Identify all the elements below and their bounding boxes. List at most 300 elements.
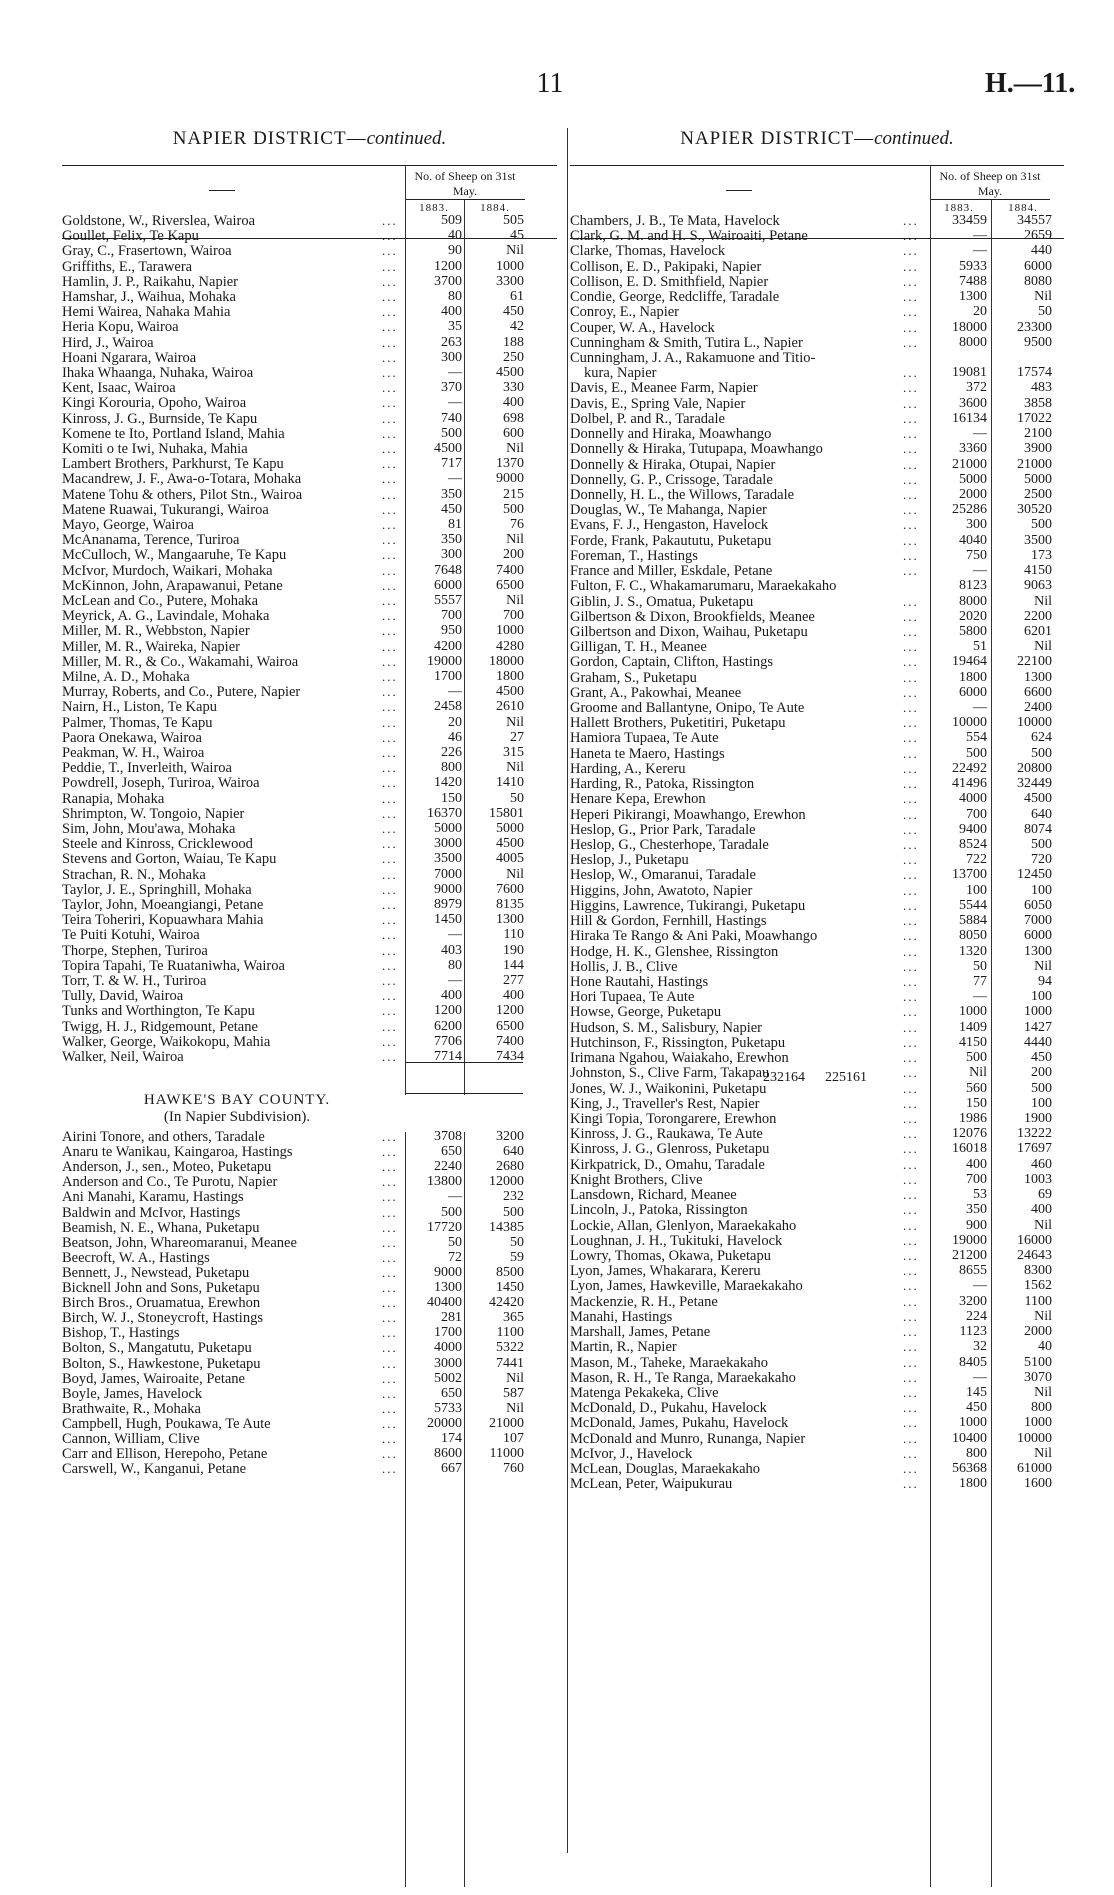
sheep-count-1884: 100 [1031, 1095, 1052, 1111]
sheep-count-1884: 400 [503, 988, 524, 1004]
sheep-count-1884: 42 [510, 319, 524, 335]
owner-station: Peakman, W. H., Wairoa [62, 745, 205, 761]
sheep-count-1884: 5322 [496, 1340, 524, 1356]
sheep-count-1883: 41496 [952, 776, 987, 792]
section-title: HAWKE'S BAY COUNTY. [143, 1092, 331, 1108]
sheep-count-1883: 150 [966, 1095, 987, 1111]
leader-dots: ... [382, 1033, 398, 1049]
owner-station: Steele and Kinross, Cricklewood [62, 836, 253, 853]
owner-station: Johnston, S., Clive Farm, Takapau [570, 1065, 770, 1082]
sheep-count-1883: 500 [441, 1204, 462, 1220]
owner-station: Matenga Pekakeka, Clive [570, 1384, 719, 1401]
sheep-count-1884: 173 [1031, 547, 1052, 563]
leader-dots: ... [382, 577, 398, 593]
leader-dots: ... [382, 745, 398, 760]
owner-station: Heslop, G., Chesterhope, Taradale [570, 837, 769, 854]
sheep-count-1884: Nil [506, 243, 524, 259]
owner-station: Douglas, W., Te Mahanga, Napier [570, 502, 767, 519]
sheep-count-1883: 1420 [434, 775, 462, 791]
sheep-count-1883: 350 [441, 532, 462, 548]
sheep-count-1883: 32 [973, 1339, 987, 1355]
owner-station: Gordon, Captain, Clifton, Hastings [570, 654, 773, 671]
leader-dots: ... [382, 1003, 398, 1019]
leader-dots: ... [382, 866, 398, 882]
sheep-count-1883: 1450 [434, 912, 462, 928]
sheep-count-1883: 8524 [959, 837, 987, 853]
leader-dots: ... [903, 1019, 919, 1035]
leader-dots: ... [903, 1004, 919, 1020]
sheep-count-1884: Nil [1034, 1445, 1052, 1461]
sheep-count-1883: 800 [441, 760, 462, 776]
sheep-count-1883: 450 [966, 1400, 987, 1416]
sheep-count-1884: 6000 [1024, 928, 1052, 944]
sheep-count-1884: 3070 [1024, 1369, 1052, 1385]
leader-dots: ... [903, 547, 919, 563]
left-sheep-header: No. of Sheep on 31st May. [405, 169, 525, 200]
sheep-count-1883: 19081 [952, 365, 987, 381]
sheep-count-1884: 440 [1031, 243, 1052, 259]
sheep-count-1883: — [973, 1278, 987, 1294]
sheep-count-1884: 3858 [1024, 395, 1052, 411]
sheep-count-1884: Nil [506, 1400, 524, 1416]
owner-station: McDonald, D., Pukahu, Havelock [570, 1400, 767, 1417]
sheep-count-1884: 3300 [496, 273, 524, 289]
sheep-count-1884: 9000 [496, 471, 524, 487]
right-heading-prefix: NAPIER DISTRICT— [680, 128, 875, 149]
sheep-count-1884: 12000 [489, 1174, 524, 1190]
sheep-count-1883: 22492 [952, 760, 987, 776]
owner-station: Manahi, Hastings [570, 1308, 673, 1325]
leader-dots: ... [903, 958, 919, 974]
leader-dots: ... [382, 1204, 398, 1220]
left-year-1884: 1884. [480, 202, 510, 214]
owner-station: Kingi Korouria, Opoho, Wairoa [62, 395, 247, 412]
owner-station: Murray, Roberts, and Co., Putere, Napier [62, 684, 301, 701]
owner-station: Heslop, J., Puketapu [570, 852, 689, 869]
sheep-count-1884: 698 [503, 410, 524, 426]
sheep-count-1883: 20 [973, 304, 987, 320]
leader-dots: ... [382, 1159, 398, 1175]
owner-station: Lambert Brothers, Parkhurst, Te Kapu [62, 456, 284, 473]
leader-dots: ... [382, 1461, 398, 1477]
owner-station: Meyrick, A. G., Lavindale, Mohaka [62, 608, 270, 625]
sheep-count-1884: 2000 [1024, 1324, 1052, 1340]
sheep-count-1884: 500 [1031, 517, 1052, 533]
owner-station: Hollis, J. B., Clive [570, 958, 678, 975]
owner-station: Mason, R. H., Te Ranga, Maraekakaho [570, 1369, 796, 1386]
leader-dots: ... [903, 837, 919, 853]
leader-dots: ... [382, 1325, 398, 1341]
leader-dots: ... [903, 1293, 919, 1309]
sheep-count-1883: 700 [966, 806, 987, 822]
sheep-count-1884: 42420 [489, 1295, 524, 1311]
leader-dots: ... [382, 532, 398, 548]
sheep-count-1883: 4150 [959, 1034, 987, 1050]
sheep-count-1883: 174 [441, 1431, 462, 1446]
sheep-count-1883: 5884 [959, 913, 987, 929]
leader-dots: ... [382, 714, 398, 730]
sheep-count-1883: 7000 [434, 866, 462, 882]
sheep-count-1884: 1000 [496, 623, 524, 639]
sheep-count-1883: 35 [448, 319, 462, 335]
leader-dots: ... [382, 1174, 398, 1190]
owner-station: Ranapia, Mohaka [62, 790, 165, 807]
sheep-count-1883: 372 [966, 380, 987, 396]
owner-station: Gilbertson & Dixon, Brookfields, Meanee [570, 608, 815, 625]
owner-station: Griffiths, E., Tarawera [62, 258, 193, 275]
sheep-count-1884: 11000 [489, 1446, 524, 1462]
sheep-count-1884: 5000 [496, 821, 524, 836]
sheep-count-1884: 1410 [496, 775, 524, 791]
owner-station: Stevens and Gorton, Waiau, Te Kapu [62, 851, 277, 868]
right-heading-suffix: continued. [874, 128, 954, 149]
sheep-count-1884: 1300 [1024, 669, 1052, 685]
left-name-column-label [209, 190, 235, 191]
sheep-count-1883: — [448, 927, 462, 943]
owner-station: Walker, George, Waikokopu, Mahia [62, 1033, 271, 1050]
sheep-count-1884: 365 [503, 1310, 524, 1326]
sheep-count-1883: 400 [441, 304, 462, 320]
sheep-count-1883: 33459 [952, 213, 987, 228]
sheep-count-1883: 72 [448, 1249, 462, 1265]
leader-dots: ... [382, 1049, 398, 1064]
owner-station: Bennett, J., Newstead, Puketapu [62, 1264, 250, 1281]
owner-station: Bolton, S., Hawkestone, Puketapu [62, 1355, 261, 1372]
sheep-count-1883: 5002 [434, 1370, 462, 1386]
sheep-count-1883: 40 [448, 228, 462, 244]
sheep-count-1883: 9000 [434, 881, 462, 897]
sheep-count-1884: 640 [503, 1144, 524, 1160]
sheep-count-1884: Nil [506, 714, 524, 730]
sheep-count-1884: 640 [1031, 806, 1052, 822]
owner-station: Groome and Ballantyne, Onipo, Te Aute [570, 700, 805, 717]
leader-dots: ... [382, 410, 398, 426]
sheep-count-1884: 4500 [1024, 791, 1052, 807]
sheep-count-1883: 224 [966, 1308, 987, 1324]
leader-dots: ... [903, 1080, 919, 1096]
sheep-count-1883: 300 [441, 349, 462, 365]
owner-station: Sim, John, Mou'awa, Mohaka [62, 821, 236, 837]
sheep-count-1883: 400 [441, 988, 462, 1004]
sheep-count-1883: 5557 [434, 593, 462, 608]
sheep-count-1884: 720 [1031, 852, 1052, 868]
sheep-count-1884: 17022 [1017, 410, 1052, 426]
sheep-count-1883: 51 [973, 639, 987, 655]
leader-dots: ... [903, 380, 919, 396]
sheep-count-1883: 50 [448, 1234, 462, 1250]
sheep-count-1883: 5000 [434, 821, 462, 836]
sheep-count-1883: 2458 [434, 699, 462, 715]
sheep-count-1884: 4440 [1024, 1034, 1052, 1050]
sheep-count-1884: 32449 [1017, 776, 1052, 792]
sheep-count-1884: 700 [503, 608, 524, 624]
sheep-count-1884: 188 [503, 334, 524, 350]
owner-station: Goldstone, W., Riverslea, Wairoa [62, 213, 256, 229]
leader-dots: ... [382, 1370, 398, 1386]
sheep-count-1883: 16370 [427, 805, 462, 821]
sheep-count-1883: — [973, 228, 987, 244]
leader-dots: ... [382, 486, 398, 502]
sheep-count-1883: — [973, 563, 987, 579]
sheep-count-1883: 3000 [434, 1355, 462, 1371]
sheep-count-1884: 8500 [496, 1264, 524, 1280]
sheep-count-1884: 23300 [1017, 319, 1052, 335]
owner-station: Hird, J., Wairoa [62, 334, 154, 351]
sheep-count-1883: 7706 [434, 1033, 462, 1049]
leader-dots: ... [382, 456, 398, 472]
sheep-count-1884: 50 [510, 790, 524, 806]
leader-dots: ... [382, 973, 398, 988]
owner-station: Beecroft, W. A., Hastings [62, 1249, 210, 1266]
owner-station: Taylor, J. E., Springhill, Mohaka [62, 881, 252, 898]
sheep-count-1884: 505 [503, 213, 524, 228]
sheep-count-1884: 500 [1031, 837, 1052, 853]
sheep-count-1884: 61000 [1017, 1461, 1052, 1477]
sheep-count-1883: — [448, 973, 462, 988]
sheep-count-1883: 1000 [959, 1415, 987, 1431]
sheep-count-1884: 8074 [1024, 821, 1052, 837]
owner-station: Lincoln, J., Patoka, Rissington [570, 1202, 748, 1219]
leader-dots: ... [382, 1431, 398, 1446]
leader-dots: ... [903, 228, 919, 244]
owner-station: Gilligan, T. H., Meanee [570, 639, 707, 656]
sheep-count-1884: 7600 [496, 881, 524, 897]
sheep-count-1883: 1200 [434, 258, 462, 274]
sheep-count-1883: 8050 [959, 928, 987, 944]
leader-dots: ... [903, 1110, 919, 1126]
owner-station: Hutchinson, F., Rissington, Puketapu [570, 1034, 786, 1051]
sheep-count-1884: 190 [503, 942, 524, 958]
sheep-count-1883: 800 [966, 1445, 987, 1461]
sheep-count-1883: 46 [448, 729, 462, 745]
leader-dots: ... [382, 289, 398, 304]
sheep-count-1884: 1003 [1024, 1171, 1052, 1187]
owner-station: Cunningham & Smith, Tutira L., Napier [570, 334, 803, 351]
owner-station: Lyon, James, Hawkeville, Maraekakaho [570, 1278, 803, 1295]
leader-dots: ... [903, 867, 919, 883]
sheep-count-1884: 277 [503, 973, 524, 988]
sheep-count-1883: 9400 [959, 821, 987, 837]
sheep-count-1883: 554 [966, 730, 987, 746]
owner-station: Airini Tonore, and others, Taradale [62, 1129, 265, 1145]
owner-station: kura, Napier [584, 365, 657, 382]
sheep-count-1883: 1300 [959, 289, 987, 305]
sheep-count-1883: 2240 [434, 1159, 462, 1175]
sheep-count-1884: 450 [1031, 1050, 1052, 1066]
owner-station: Shrimpton, W. Tongoio, Napier [62, 805, 245, 822]
leader-dots: ... [382, 608, 398, 624]
sheep-count-1884: 3900 [1024, 441, 1052, 457]
owner-station: McLean, Douglas, Maraekakaho [570, 1461, 761, 1478]
leader-dots: ... [382, 760, 398, 776]
sheep-count-1883: 1800 [959, 1476, 987, 1492]
leader-dots: ... [903, 1156, 919, 1172]
sheep-count-1884: 3500 [1024, 532, 1052, 548]
right-name-column-label [726, 190, 752, 191]
owner-station: Mason, M., Taheke, Maraekakaho [570, 1354, 769, 1371]
leader-dots: ... [382, 988, 398, 1004]
sheep-count-1884: 21000 [489, 1415, 524, 1431]
leader-dots: ... [382, 942, 398, 958]
sheep-count-1884: 61 [510, 289, 524, 304]
owner-station: Foreman, T., Hastings [570, 547, 698, 564]
sheep-count-1883: 950 [441, 623, 462, 639]
sheep-count-1884: Nil [506, 1370, 524, 1386]
owner-station: Mackenzie, R. H., Petane [570, 1293, 718, 1310]
leader-dots: ... [903, 1278, 919, 1294]
leader-dots: ... [382, 395, 398, 411]
leader-dots: ... [382, 1355, 398, 1371]
leader-dots: ... [903, 639, 919, 655]
sheep-count-1884: 17574 [1017, 365, 1052, 381]
owner-station: Lyon, James, Whakarara, Kereru [570, 1263, 761, 1280]
owner-station: Hallett Brothers, Puketitiri, Puketapu [570, 715, 786, 732]
leader-dots: ... [382, 1295, 398, 1311]
sheep-count-1883: 500 [966, 745, 987, 761]
sheep-count-1883: 77 [973, 974, 987, 989]
sheep-count-1883: 1300 [434, 1280, 462, 1295]
leader-dots: ... [903, 213, 919, 228]
owner-station: Evans, F. J., Hengaston, Havelock [570, 517, 769, 534]
leader-dots: ... [903, 532, 919, 548]
sheep-count-1883: 300 [966, 517, 987, 533]
owner-station: Hudson, S. M., Salisbury, Napier [570, 1019, 762, 1036]
leader-dots: ... [903, 1445, 919, 1461]
owner-station: Mayo, George, Wairoa [62, 517, 194, 533]
owner-station: Collison, E. D., Pakipaki, Napier [570, 258, 762, 275]
owner-station: Powdrell, Joseph, Turiroa, Wairoa [62, 775, 260, 792]
owner-station: Heslop, G., Prior Park, Taradale [570, 821, 756, 838]
leader-dots: ... [903, 806, 919, 822]
leader-dots: ... [382, 1385, 398, 1401]
section-subtitle: (In Napier Subdivision). [163, 1109, 311, 1125]
sheep-count-1884: 76 [510, 517, 524, 532]
sheep-count-1883: 5544 [959, 897, 987, 913]
sheep-count-1883: 50 [973, 958, 987, 974]
leader-dots: ... [903, 715, 919, 731]
sheep-count-1884: 15801 [489, 805, 524, 821]
owner-station: King, J., Traveller's Rest, Napier [570, 1095, 760, 1112]
sheep-count-1883: — [973, 989, 987, 1005]
sheep-count-1884: Nil [1034, 1217, 1052, 1233]
leader-dots: ... [903, 365, 919, 381]
owner-station: Taylor, John, Moeangiangi, Petane [62, 897, 264, 913]
sheep-count-1883: — [448, 365, 462, 380]
owner-station: Kinross, J. G., Burnside, Te Kapu [62, 410, 258, 427]
leader-dots: ... [382, 441, 398, 456]
leader-dots: ... [382, 897, 398, 912]
sheep-count-1884: 3200 [496, 1129, 524, 1144]
leader-dots: ... [382, 334, 398, 350]
sheep-count-1884: 5000 [1024, 471, 1052, 487]
sheep-count-1884: 45 [510, 228, 524, 244]
leader-dots: ... [903, 852, 919, 868]
owner-station: Anderson and Co., Te Purotu, Napier [62, 1174, 278, 1191]
leader-dots: ... [903, 989, 919, 1005]
leader-dots: ... [382, 790, 398, 806]
sheep-count-1884: 1100 [1024, 1293, 1052, 1309]
leader-dots: ... [903, 1430, 919, 1446]
sheep-count-1883: 5933 [959, 258, 987, 274]
sheep-count-1883: 3000 [434, 836, 462, 852]
sheep-count-1883: 9000 [434, 1264, 462, 1280]
leader-dots: ... [903, 395, 919, 411]
sheep-count-1883: 13700 [952, 867, 987, 883]
sheep-count-1884: 4500 [496, 365, 524, 380]
sheep-count-1884: 4005 [496, 851, 524, 867]
sheep-count-1883: 3200 [959, 1293, 987, 1309]
sheep-count-1883: 150 [441, 790, 462, 806]
owner-station: Kingi Topia, Torongarere, Erewhon [570, 1110, 777, 1127]
sheep-count-1884: 12450 [1017, 867, 1052, 883]
sheep-count-1884: 1000 [496, 258, 524, 274]
leader-dots: ... [903, 897, 919, 913]
sheep-count-1883: 6200 [434, 1018, 462, 1034]
leader-dots: ... [903, 1339, 919, 1355]
leader-dots: ... [382, 851, 398, 867]
leader-dots: ... [382, 836, 398, 852]
sheep-count-1883: 56368 [952, 1461, 987, 1477]
right-year-1883: 1883. [944, 202, 974, 214]
sheep-count-1884: 200 [503, 547, 524, 563]
sheep-count-1884: 94 [1038, 974, 1052, 989]
leader-dots: ... [382, 1219, 398, 1235]
owner-station: Goullet, Felix, Te Kapu [62, 228, 199, 245]
sheep-count-1884: 9500 [1024, 334, 1052, 350]
owner-station: Davis, E., Spring Vale, Napier [570, 395, 746, 412]
sheep-count-1883: — [448, 471, 462, 487]
sheep-count-1883: 3600 [959, 395, 987, 411]
owner-station: Birch, W. J., Stoneycroft, Hastings [62, 1310, 263, 1327]
owner-station: Hone Rautahi, Hastings [570, 974, 709, 990]
sheep-count-1884: 500 [503, 1204, 524, 1220]
sheep-count-1884: 2680 [496, 1159, 524, 1175]
sheep-count-1884: 4150 [1024, 563, 1052, 579]
leader-dots: ... [903, 304, 919, 320]
sheep-count-1883: 6000 [434, 577, 462, 593]
owner-station: Condie, George, Redcliffe, Taradale [570, 289, 780, 306]
leader-dots: ... [903, 928, 919, 944]
owner-station: McLean and Co., Putere, Mohaka [62, 593, 259, 609]
sheep-count-1884: 1000 [1024, 1415, 1052, 1431]
owner-station: Henare Kepa, Erewhon [570, 791, 706, 808]
sheep-count-1884: 107 [503, 1431, 524, 1446]
owner-station: Lowry, Thomas, Okawa, Puketapu [570, 1247, 771, 1264]
owner-station: Jones, W. J., Waikonini, Puketapu [570, 1080, 767, 1097]
owner-station: Milne, A. D., Mohaka [62, 669, 190, 685]
owner-station: Graham, S., Puketapu [570, 669, 697, 686]
sheep-count-1884: Nil [1034, 289, 1052, 305]
owner-station: Gray, C., Frasertown, Wairoa [62, 243, 232, 260]
sheep-count-1883: 8123 [959, 578, 987, 594]
leader-dots: ... [903, 974, 919, 989]
owner-station: Anderson, J., sen., Moteo, Puketapu [62, 1159, 272, 1176]
leader-dots: ... [903, 1400, 919, 1416]
sheep-count-1883: 17720 [427, 1219, 462, 1235]
sheep-count-1883: 8979 [434, 897, 462, 912]
page-number: 11 [536, 68, 564, 99]
owner-station: Marshall, James, Petane [570, 1324, 711, 1341]
sheep-count-1883: 1700 [434, 1325, 462, 1341]
sheep-count-1884: 1562 [1024, 1278, 1052, 1294]
owner-station: McIvor, Murdoch, Waikari, Mohaka [62, 562, 273, 579]
sheep-count-1884: 13222 [1017, 1126, 1052, 1142]
leader-dots: ... [903, 730, 919, 746]
leader-dots: ... [382, 653, 398, 669]
sheep-count-1883: 20000 [427, 1415, 462, 1431]
leader-dots: ... [382, 1446, 398, 1462]
sheep-count-1883: — [448, 395, 462, 411]
